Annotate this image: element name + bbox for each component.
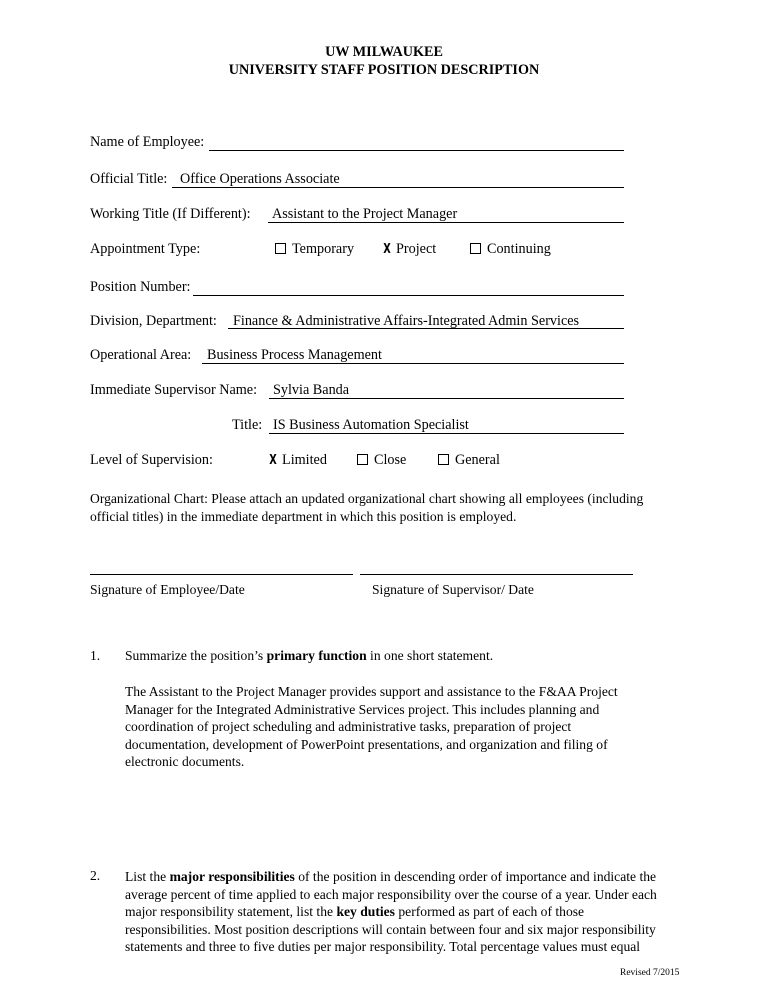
- checkbox-unchecked-icon[interactable]: [470, 243, 481, 254]
- name-of-employee-line[interactable]: [209, 150, 624, 151]
- section-1-number: 1.: [90, 648, 101, 663]
- operational-area-value: Business Process Management: [207, 347, 382, 363]
- appointment-continuing[interactable]: [470, 241, 551, 258]
- checkbox-checked-x-icon[interactable]: X: [269, 453, 277, 468]
- position-number-line[interactable]: [193, 295, 624, 296]
- supervision-limited-label: Limited: [282, 452, 327, 468]
- official-title-value: Office Operations Associate: [180, 171, 340, 187]
- position-number-label: Position Number:: [90, 279, 191, 295]
- division-label: Division, Department:: [90, 313, 217, 329]
- employee-signature-label: Signature of Employee/Date: [90, 582, 245, 597]
- supervision-level-label: Level of Supervision:: [90, 452, 213, 468]
- supervisor-title-value: IS Business Automation Specialist: [273, 417, 469, 433]
- supervisor-name-label: Immediate Supervisor Name:: [90, 382, 258, 398]
- working-title-label: Working Title (If Different):: [90, 206, 251, 222]
- section-2-prompt-text-mid: of the position in descending order of importance and indicate the average percent of time applied to each major responsibility over the course of a year. Under each major responsibility statement, list the: [125, 869, 657, 919]
- supervisor-name-value: Sylvia Banda: [273, 382, 350, 398]
- checkbox-unchecked-icon[interactable]: [357, 454, 368, 465]
- name-of-employee-label: Name of Employee:: [90, 134, 205, 150]
- supervision-limited[interactable]: [268, 452, 327, 469]
- supervision-general-label: General: [455, 452, 500, 468]
- employee-signature-line[interactable]: [90, 574, 353, 575]
- appointment-project[interactable]: [382, 241, 436, 258]
- header-line-2: UNIVERSITY STAFF POSITION DESCRIPTION: [228, 62, 540, 78]
- section-1-prompt-text-end: in one short statement.: [366, 648, 494, 663]
- supervision-general[interactable]: [438, 452, 500, 469]
- header-line-1: UW MILWAUKEE: [325, 44, 443, 60]
- appointment-continuing-label: Continuing: [487, 241, 551, 257]
- section-2-prompt-text: List the: [125, 869, 170, 884]
- checkbox-unchecked-icon[interactable]: [275, 243, 286, 254]
- supervisor-title-label: Title:: [232, 417, 263, 433]
- section-2-prompt: [125, 868, 665, 956]
- supervision-close-label: Close: [374, 452, 407, 468]
- division-value: Finance & Administrative Affairs-Integrated Admin Services: [233, 313, 580, 329]
- official-title-label: Official Title:: [90, 171, 168, 187]
- checkbox-unchecked-icon[interactable]: [438, 454, 449, 465]
- appointment-project-label: Project: [396, 241, 437, 257]
- supervisor-signature-label: Signature of Supervisor/ Date: [372, 582, 534, 597]
- section-1-prompt-text: Summarize the position’s: [125, 648, 267, 663]
- section-2-prompt-bold-1: major responsibilities: [169, 869, 295, 884]
- appointment-temporary[interactable]: [275, 241, 354, 258]
- section-1-prompt: [125, 648, 493, 664]
- appointment-type-label: Appointment Type:: [90, 241, 201, 257]
- supervision-close[interactable]: [357, 452, 406, 469]
- revised-date: Revised 7/2015: [620, 968, 680, 978]
- section-2-number: 2.: [90, 868, 101, 883]
- section-1-prompt-bold: primary function: [266, 648, 367, 663]
- working-title-value: Assistant to the Project Manager: [272, 206, 458, 222]
- section-2-prompt-bold-2: key duties: [336, 904, 395, 919]
- appointment-temporary-label: Temporary: [292, 241, 355, 257]
- supervisor-signature-line[interactable]: [360, 574, 633, 575]
- operational-area-label: Operational Area:: [90, 347, 192, 363]
- checkbox-checked-x-icon[interactable]: X: [383, 242, 391, 257]
- section-2-prompt-text-end: performed as part of each of those responsibilities. Most position descriptions will contain between four and six major responsibility statements and three to five duties per major responsibility. Total percentage values must equal: [125, 904, 656, 954]
- org-chart-note: Organizational Chart: Please attach an updated organizational chart showing all employees (including official titles) in the immediate department in which this position is employed.: [90, 491, 644, 524]
- section-1-answer: The Assistant to the Project Manager provides support and assistance to the F&AA Project Manager for the Integrated Administrative Services project. This includes planning and coordination of project scheduling and administrative tasks, preparation of project documentation, development of PowerPoint presentations, and organization and filing of electronic documents.: [125, 684, 618, 769]
